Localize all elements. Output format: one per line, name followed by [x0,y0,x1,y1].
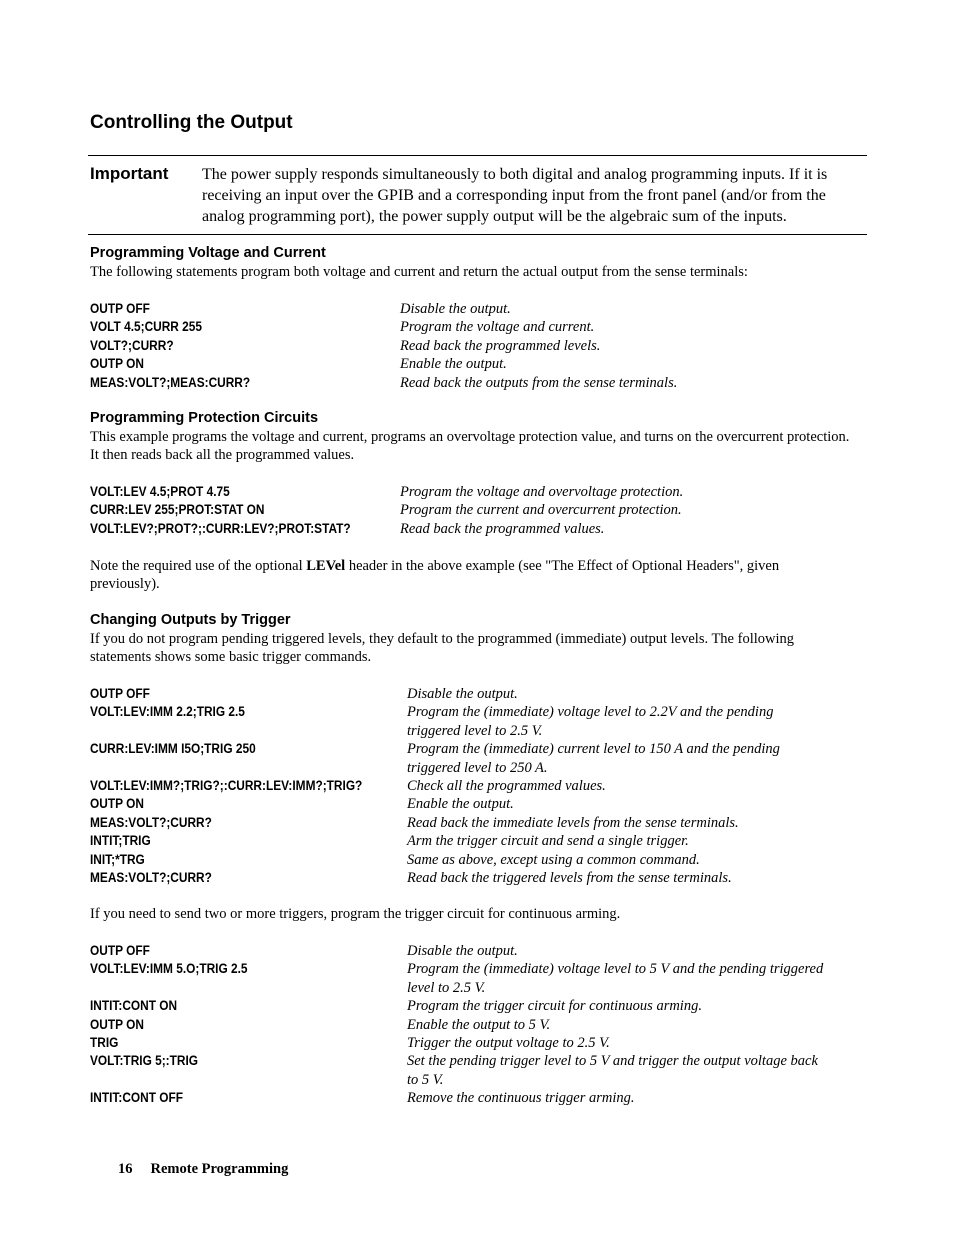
important-text: The power supply responds simultaneously to both digital and analog programming inputs. If it is receiving an input over the GPIB and a corresponding input from the front panel (and/or from the analog programming port), the power supply output will be the algebraic sum of the inputs. [202,166,828,225]
command-code: MEAS:VOLT?;CURR? [90,870,212,885]
command-description: Program the voltage and overvoltage protection. [400,484,684,500]
command-description: Trigger the output voltage to 2.5 V. [407,1035,610,1051]
section-title-protection: Programming Protection Circuits [90,410,319,426]
levels-note-after: header in the above example (see "The Effect of Optional Headers", given previously). [90,558,780,593]
command-code: OUTP ON [90,356,144,372]
command-code: OUTP OFF [90,943,150,958]
command-description: Program the (immediate) voltage level to 5 V and the pending triggered level to 2.5 V. [407,961,824,996]
command-description: Enable the output to 5 V. [407,1016,551,1033]
command-description: Program the trigger circuit for continuous arming. [407,998,702,1015]
page-footer [118,1161,288,1178]
important-rule-top [88,155,867,156]
command-description: Check all the programmed values. [407,778,606,794]
page-number: 16 [118,1161,133,1177]
command-description: Set the pending trigger level to 5 V and trigger the output voltage back to 5 V. [407,1053,818,1088]
command-code: VOLT?;CURR? [90,337,174,353]
command-description: Read back the programmed levels. [400,337,601,354]
command-code: OUTP OFF [90,301,150,316]
command-code: VOLT:LEV:IMM 2.2;TRIG 2.5 [90,704,245,720]
page-heading: Controlling the Output [90,112,293,133]
command-description: Read back the immediate levels from the sense terminals. [407,814,739,831]
command-code: INTIT;TRIG [90,833,151,849]
command-description: Enable the output. [407,796,514,813]
section-intro-protection: This example programs the voltage and current, programs an overvoltage protection value, and turns on the overcurrent protection. It then reads back all the programmed values. [90,429,850,464]
section-intro-voltage-current: The following statements program both voltage and current and return the actual output from the sense terminals: [90,264,748,280]
command-code: CURR:LEV:IMM I5O;TRIG 250 [90,741,256,757]
levels-note [90,557,850,594]
command-code: VOLT:LEV?;PROT?;:CURR:LEV?;PROT:STAT? [90,520,351,536]
command-description: Remove the continuous trigger arming. [407,1090,635,1107]
continuous-intro: If you need to send two or more triggers, program the trigger circuit for continuous arming. [90,906,621,922]
section-title-trigger: Changing Outputs by Trigger [90,612,291,628]
command-code: MEAS:VOLT?;MEAS:CURR? [90,374,251,390]
command-description: Arm the trigger circuit and send a single trigger. [407,833,689,850]
levels-note-bold: LEVel [306,558,346,574]
command-description: Same as above, except using a common command. [407,851,700,868]
command-code: INTIT:CONT ON [90,998,178,1014]
command-description: Disable the output. [407,943,518,959]
command-code: VOLT:LEV:IMM 5.O;TRIG 2.5 [90,961,248,977]
command-description: Disable the output. [407,686,518,702]
command-description: Program the voltage and current. [400,319,595,336]
command-description: Disable the output. [400,301,511,317]
command-code: MEAS:VOLT?;CURR? [90,814,212,830]
command-code: TRIG [90,1035,119,1050]
command-description: Read back the triggered levels from the sense terminals. [407,870,732,886]
command-description: Program the (immediate) voltage level to 2.2V and the pending triggered level to 2.5 V. [407,704,774,739]
important-rule-bottom [88,234,867,235]
section-title-voltage-current: Programming Voltage and Current [90,245,326,261]
command-code: VOLT 4.5;CURR 255 [90,319,203,335]
command-code: INIT;*TRG [90,851,145,867]
command-description: Read back the programmed values. [400,520,605,537]
command-code: CURR:LEV 255;PROT:STAT ON [90,502,265,518]
command-description: Program the current and overcurrent protection. [400,502,682,519]
command-code: OUTP OFF [90,686,150,701]
command-code: OUTP ON [90,1016,144,1032]
command-description: Enable the output. [400,356,507,373]
command-description: Program the (immediate) current level to 150 A and the pending triggered level to 250 A. [407,741,780,776]
levels-note-before: Note the required use of the optional [90,558,307,574]
command-description: Read back the outputs from the sense terminals. [400,374,678,391]
important-label: Important [90,164,169,183]
command-code: VOLT:TRIG 5;:TRIG [90,1053,199,1069]
command-code: OUTP ON [90,796,144,812]
footer-title: Remote Programming [150,1161,289,1177]
command-code: VOLT:LEV:IMM?;TRIG?;:CURR:LEV:IMM?;TRIG? [90,778,363,793]
section-intro-trigger: If you do not program pending triggered levels, they default to the programmed (immediate) output levels. The following statements shows some basic trigger commands. [90,631,795,666]
command-code: INTIT:CONT OFF [90,1090,184,1106]
command-code: VOLT:LEV 4.5;PROT 4.75 [90,484,230,499]
